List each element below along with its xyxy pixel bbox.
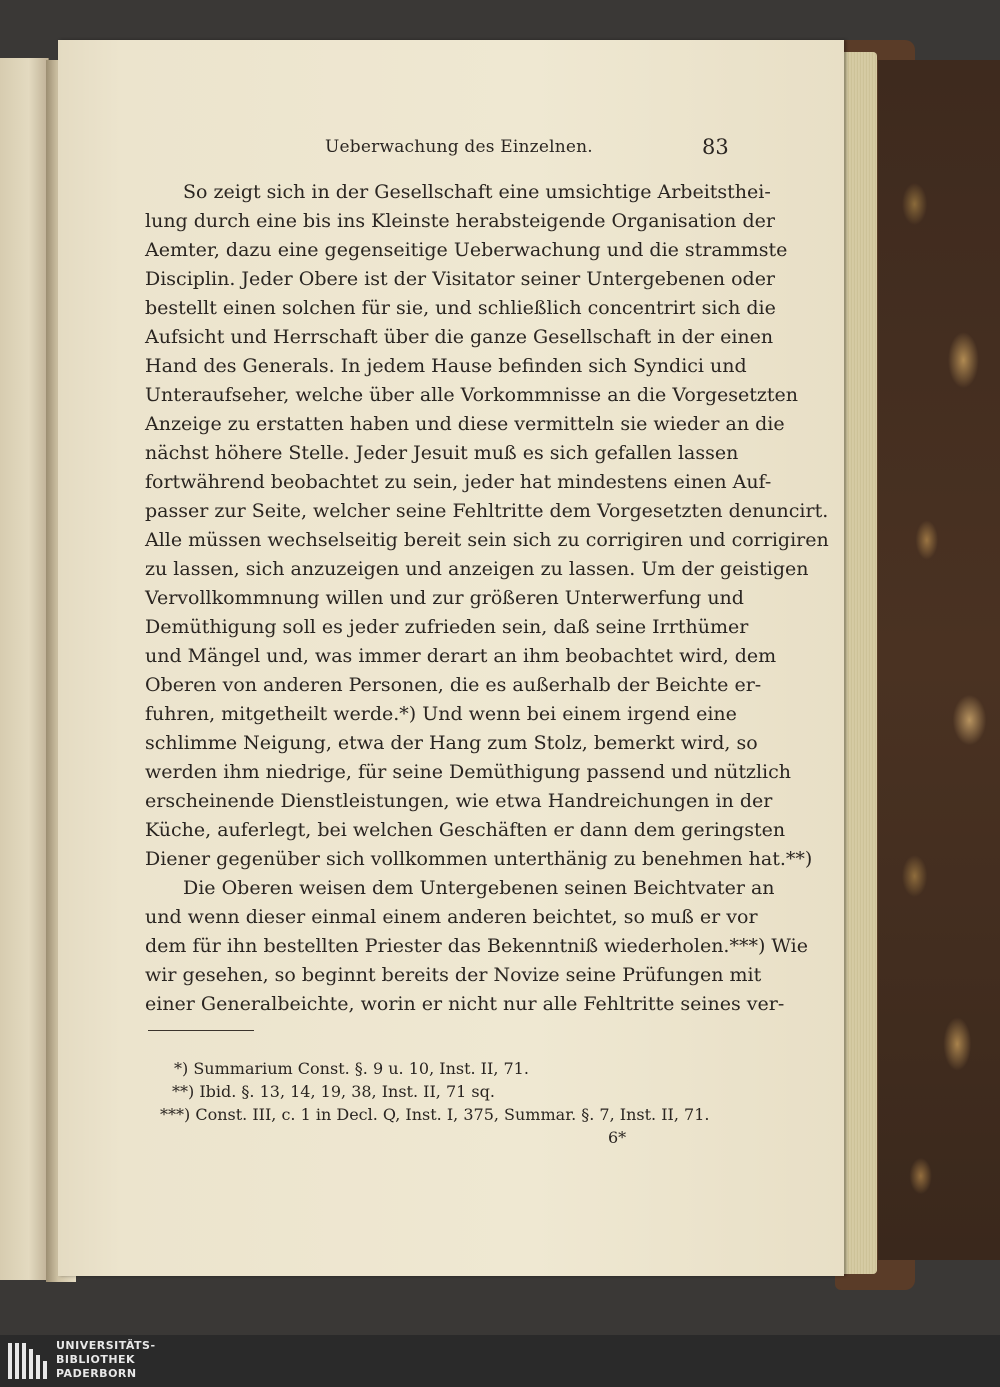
text-line: werden ihm niedrige, für seine Demüthigung passend und nützlich	[145, 761, 792, 783]
text-line: passer zur Seite, welcher seine Fehltritte dem Vorgesetzten denuncirt.	[145, 500, 829, 522]
footnote: ***) Const. III, c. 1 in Decl. Q, Inst. I, 375, Summar. §. 7, Inst. II, 71.	[160, 1105, 710, 1124]
text-line: wir gesehen, so beginnt bereits der Novize seine Prüfungen mit	[145, 964, 762, 986]
library-name	[56, 1339, 156, 1381]
text-line: Disciplin. Jeder Obere ist der Visitator seiner Untergebenen oder	[145, 268, 776, 290]
library-name-line: BIBLIOTHEK	[56, 1353, 136, 1366]
signature-mark: 6*	[608, 1128, 627, 1147]
text-line: Aemter, dazu eine gegenseitige Ueberwachung und die strammste	[145, 239, 788, 261]
library-name-line: UNIVERSITÄTS-	[56, 1339, 156, 1352]
text-line: zu lassen, sich anzuzeigen und anzeigen zu lassen. Um der geistigen	[145, 558, 809, 580]
text-line: Demüthigung soll es jeder zufrieden sein, daß seine Irrthümer	[145, 616, 749, 638]
text-line: Diener gegenüber sich vollkommen unterthänig zu benehmen hat.**)	[145, 848, 813, 870]
text-line: Aufsicht und Herrschaft über die ganze Gesellschaft in der einen	[145, 326, 774, 348]
footnote: *) Summarium Const. §. 9 u. 10, Inst. II, 71.	[174, 1059, 529, 1078]
library-logo-icon	[6, 1339, 50, 1383]
text-line: Vervollkommnung willen und zur größeren Unterwerfung und	[145, 587, 744, 609]
text-line: und Mängel und, was immer derart an ihm beobachtet wird, dem	[145, 645, 777, 667]
text-line: fuhren, mitgetheilt werde.*) Und wenn bei einem irgend eine	[145, 703, 737, 725]
running-head: Ueberwachung des Einzelnen.	[325, 137, 593, 157]
body-text	[145, 178, 829, 1019]
text-line: bestellt einen solchen für sie, und schließlich concentrirt sich die	[145, 297, 776, 319]
page-number: 83	[702, 135, 729, 159]
text-line: nächst höhere Stelle. Jeder Jesuit muß es sich gefallen lassen	[145, 442, 739, 464]
footnote-rule	[148, 1030, 254, 1031]
text-line: Küche, auferlegt, bei welchen Geschäften er dann dem geringsten	[145, 819, 786, 841]
text-line: einer Generalbeichte, worin er nicht nur alle Fehltritte seines ver-	[145, 993, 785, 1015]
text-line: Unteraufseher, welche über alle Vorkommnisse an die Vorgesetzten	[145, 384, 799, 406]
text-line: dem für ihn bestellten Priester das Bekenntniß wiederholen.***) Wie	[145, 935, 808, 957]
text-line: erscheinende Dienstleistungen, wie etwa Handreichungen in der	[145, 790, 773, 812]
text-line: Oberen von anderen Personen, die es außerhalb der Beichte er-	[145, 674, 762, 696]
text-line: lung durch eine bis ins Kleinste herabsteigende Organisation der	[145, 210, 775, 232]
text-line: fortwährend beobachtet zu sein, jeder hat mindestens einen Auf-	[145, 471, 772, 493]
text-line: Alle müssen wechselseitig bereit sein sich zu corrigiren und corrigiren	[145, 529, 829, 551]
library-name-line: PADERBORN	[56, 1367, 137, 1380]
marbled-board	[878, 60, 1000, 1260]
text-line: und wenn dieser einmal einem anderen beichtet, so muß er vor	[145, 906, 758, 928]
text-line: schlimme Neigung, etwa der Hang zum Stolz, bemerkt wird, so	[145, 732, 758, 754]
text-line: So zeigt sich in der Gesellschaft eine umsichtige Arbeitsthei-	[183, 181, 771, 203]
footnote: **) Ibid. §. 13, 14, 19, 38, Inst. II, 71 sq.	[172, 1082, 495, 1101]
text-line: Hand des Generals. In jedem Hause befinden sich Syndici und	[145, 355, 747, 377]
text-line: Anzeige zu erstatten haben und diese vermitteln sie wieder an die	[145, 413, 785, 435]
footnotes	[160, 1057, 735, 1126]
left-page	[0, 58, 49, 1280]
text-line: Die Oberen weisen dem Untergebenen seinen Beichtvater an	[183, 877, 775, 899]
